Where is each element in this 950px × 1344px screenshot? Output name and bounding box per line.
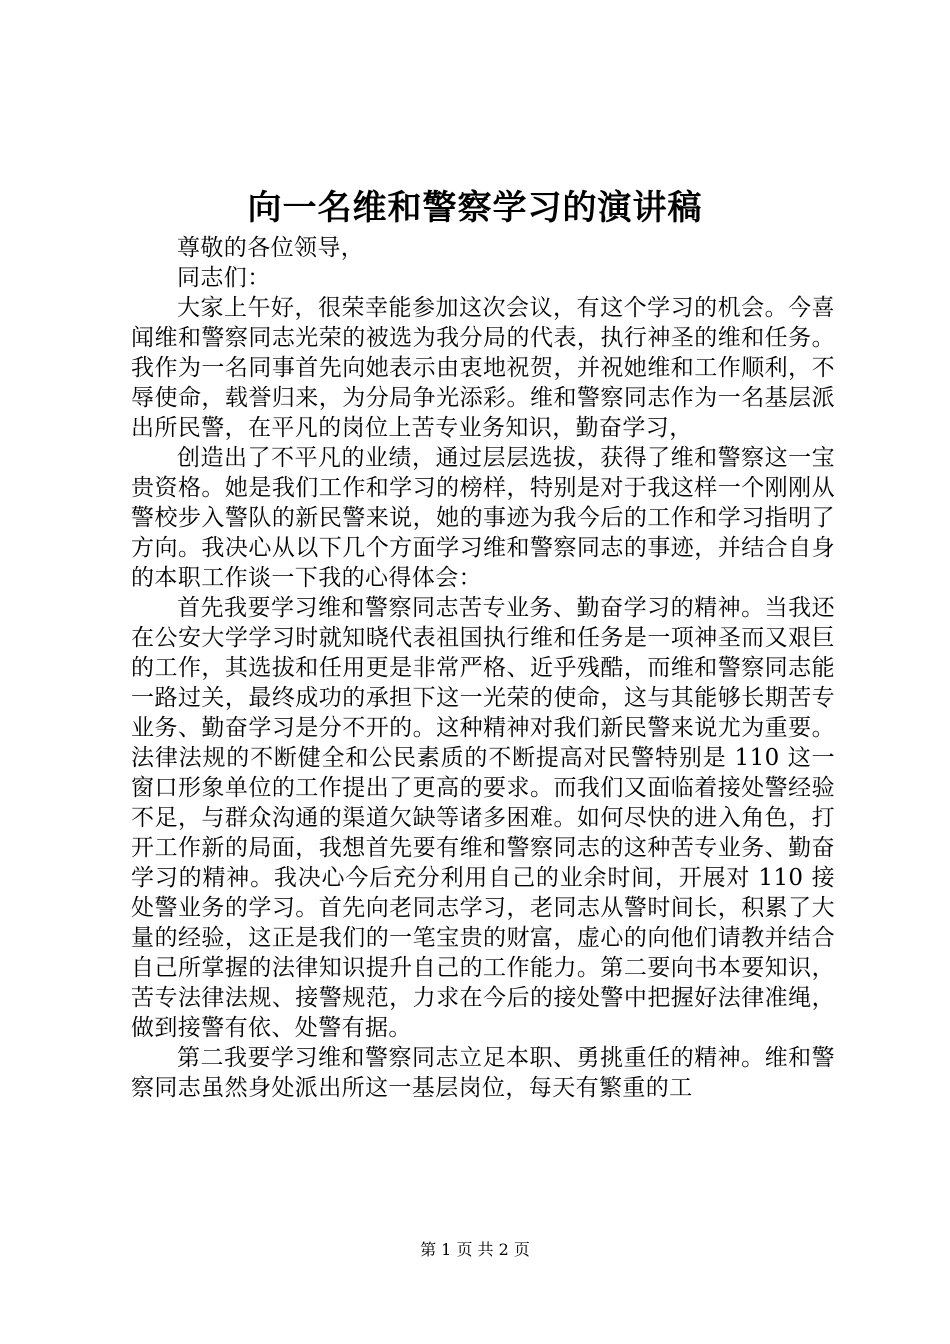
paragraph: 创造出了不平凡的业绩，通过层层选拔，获得了维和警察这一宝贵资格。她是我们工作和学习的榜样，特别是对于我这样一个刚刚从警校步入警队的新民警来说，她的事迹为我今后的工作和学习指明了方向。我决心从以下几个方面学习维和警察同志的事迹，并结合自身的本职工作谈一下我的心得体会： <box>131 445 835 591</box>
paragraph: 首先我要学习维和警察同志苦专业务、勤奋学习的精神。当我还在公安大学学习时就知晓代表祖国执行维和任务是一项神圣而又艰巨的工作，其选拔和任用更是非常严格、近乎残酷，而维和警察同志能一路过关，最终成功的承担下这一光荣的使命，这与其能够长期苦专业务、勤奋学习是分不开的。这种精神对我们新民警来说尤为重要。法律法规的不断健全和公民素质的不断提高对民警特别是 110 这一窗口形象单位的工作提出了更高的要求。而我们又面临着接处警经验不足，与群众沟通的渠道欠缺等诸多困难。如何尽快的进入角色，打开工作新的局面，我想首先要有维和警察同志的这种苦专业务、勤奋学习的精神。我决心今后充分利用自己的业余时间，开展对 110 接处警业务的学习。首先向老同志学习，老同志从警时间长，积累了大量的经验，这正是我们的一笔宝贵的财富，虚心的向他们请教并结合自己所掌握的法律知识提升自己的工作能力。第二要向书本要知识，苦专法律法规、接警规范，力求在今后的接处警中把握好法律准绳，做到接警有依、处警有据。 <box>131 595 835 1041</box>
paragraph: 大家上午好，很荣幸能参加这次会议，有这个学习的机会。今喜闻维和警察同志光荣的被选为我分局的代表，执行神圣的维和任务。我作为一名同事首先向她表示由衷地祝贺，并祝她维和工作顺利，不辱使命，载誉归来，为分局争光添彩。维和警察同志作为一名基层派出所民警，在平凡的岗位上苦专业务知识，勤奋学习， <box>131 295 835 441</box>
document-title: 向一名维和警察学习的演讲稿 <box>247 188 703 228</box>
document-body <box>131 233 835 1103</box>
salutation-line: 尊敬的各位领导， <box>177 235 365 261</box>
salutation-line: 同志们： <box>177 265 271 291</box>
paragraph: 第二我要学习维和警察同志立足本职、勇挑重任的精神。维和警察同志虽然身处派出所这一基层岗位，每天有繁重的工 <box>131 1045 835 1101</box>
page-footer: 第 1 页 共 2 页 <box>420 1240 530 1259</box>
